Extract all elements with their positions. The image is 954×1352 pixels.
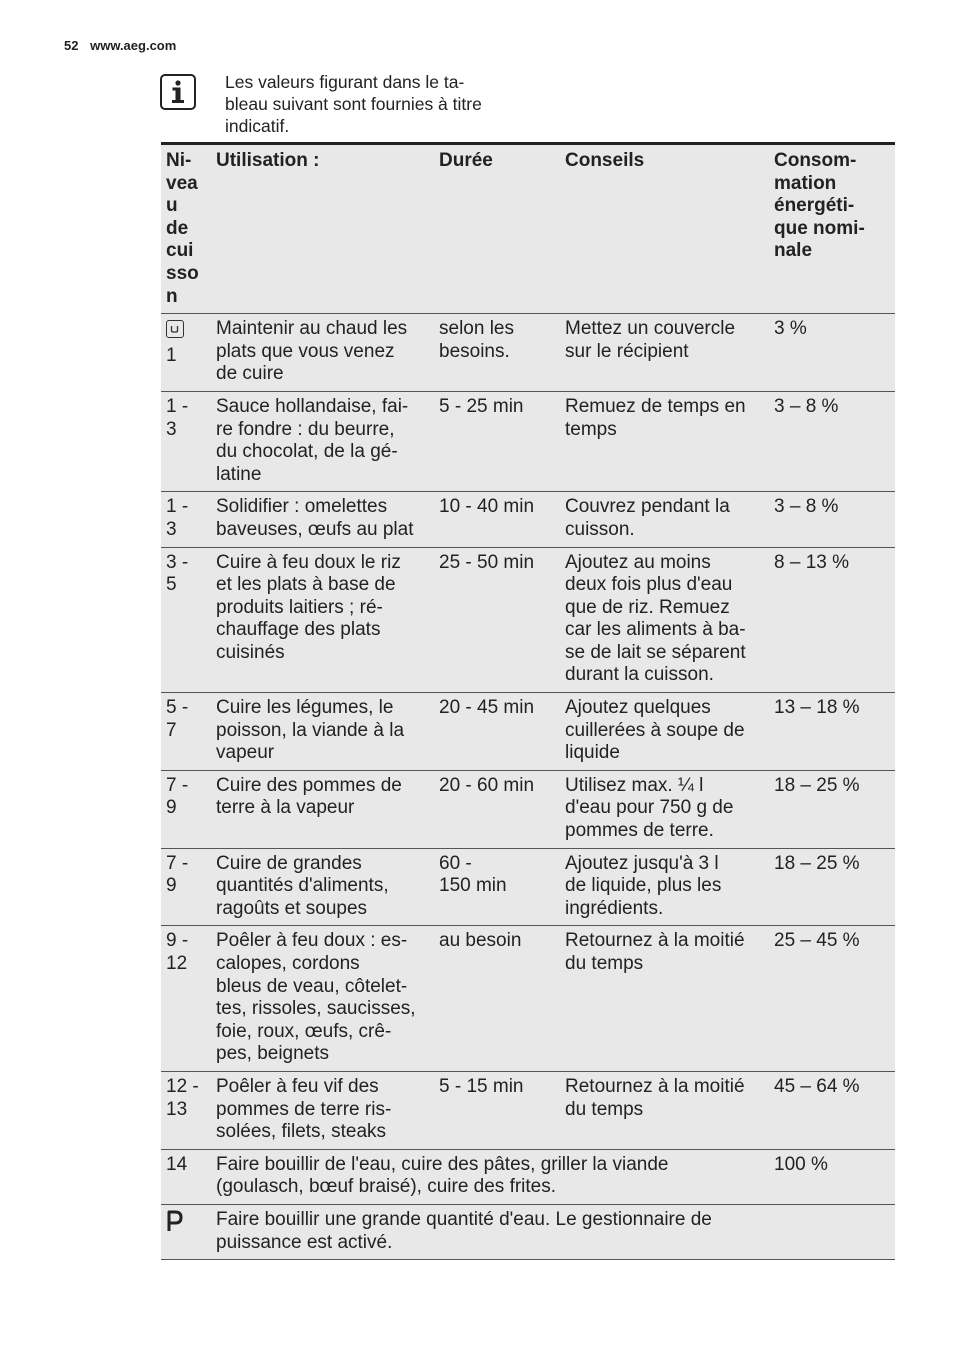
tips-line: Retournez à la moitié	[565, 1075, 745, 1097]
usage-line: Solidifier : omelettes	[216, 496, 388, 518]
tips-line: ingrédients.	[565, 897, 664, 919]
cell-level	[161, 926, 211, 1072]
cell-usage	[211, 547, 434, 693]
table-row	[161, 391, 895, 491]
header-level	[161, 144, 211, 314]
cell-tips	[560, 314, 769, 392]
cell-usage	[211, 314, 434, 392]
cell-level	[161, 391, 211, 491]
usage-line: Sauce hollandaise, fai-	[216, 395, 409, 417]
table-row	[161, 547, 895, 693]
cell-energy: 18 – 25 %	[769, 848, 895, 926]
tips-line: se de lait se séparent	[565, 641, 746, 663]
header-level-line: vea	[166, 172, 198, 194]
cell-tips	[560, 693, 769, 771]
header-level-line: u	[166, 195, 178, 217]
usage-line: et les plats à base de	[216, 574, 396, 596]
tips-line: Ajoutez quelques	[565, 697, 711, 719]
cell-energy: 3 %	[769, 314, 895, 392]
duration-line: 5 - 15 min	[439, 1075, 524, 1097]
cell-duration	[434, 391, 560, 491]
cell-energy: 13 – 18 %	[769, 693, 895, 771]
usage-line: chauffage des plats	[216, 619, 381, 641]
tips-line: pommes de terre.	[565, 820, 714, 842]
header-usage: Utilisation :	[211, 144, 434, 314]
usage-line: ragoûts et soupes	[216, 897, 368, 919]
cell-duration	[434, 314, 560, 392]
cell-level	[161, 547, 211, 693]
header-level-line: de	[166, 217, 189, 239]
usage-line: Poêler à feu vif des	[216, 1075, 379, 1097]
cell-duration	[434, 693, 560, 771]
tips-line: cuillerées à soupe de	[565, 719, 745, 741]
cell-usage	[211, 391, 434, 491]
tips-line: Ajoutez au moins	[565, 551, 711, 573]
table-row	[161, 492, 895, 547]
level-line: 9	[166, 797, 177, 819]
duration-line: 20 - 60 min	[439, 774, 535, 796]
info-icon	[160, 74, 196, 110]
usage-line: Poêler à feu doux : es-	[216, 930, 408, 952]
info-note-line: bleau suivant sont fournies à titre	[225, 94, 482, 114]
cell-usage	[211, 1071, 434, 1149]
cell-duration	[434, 926, 560, 1072]
tips-line: du temps	[565, 953, 644, 974]
usage-line: cuisinés	[216, 641, 285, 663]
tips-line: Ajoutez jusqu'à 3 l	[565, 852, 719, 874]
header-duration: Durée	[434, 144, 560, 314]
level-line: 1 -	[166, 496, 189, 518]
power-boost-p-icon	[166, 1209, 184, 1233]
cell-usage	[211, 492, 434, 547]
usage-line: pommes de terre ris-	[216, 1098, 392, 1120]
duration-line: 5 - 25 min	[439, 395, 524, 417]
duration-line: 150 min	[439, 875, 507, 897]
level-line: 3	[166, 418, 177, 440]
info-note	[225, 71, 525, 137]
usage-line: plats que vous venez	[216, 340, 395, 362]
tips-line: durant la cuisson.	[565, 664, 714, 686]
level-line: 12	[166, 953, 188, 974]
usage-line: vapeur	[216, 742, 275, 764]
cell-usage	[211, 926, 434, 1072]
cell-level	[161, 693, 211, 771]
usage-line: produits laitiers ; ré-	[216, 596, 383, 618]
cell-duration	[434, 492, 560, 547]
header-level-line: n	[166, 285, 178, 307]
cell-level	[161, 492, 211, 547]
header-energy-line: nale	[774, 240, 813, 262]
duration-line: selon les	[439, 318, 514, 340]
cell-tips	[560, 1071, 769, 1149]
usage-line: de cuire	[216, 363, 284, 385]
cell-duration	[434, 547, 560, 693]
cell-usage	[211, 848, 434, 926]
level-line: 7	[166, 719, 177, 741]
level-line: 5	[166, 574, 177, 596]
info-note-line: indicatif.	[225, 116, 290, 136]
tips-line: car les aliments à ba-	[565, 619, 746, 641]
cell-energy: 45 – 64 %	[769, 1071, 895, 1149]
usage-line: quantités d'aliments,	[216, 875, 389, 897]
level-line: 5 -	[166, 697, 189, 719]
header-energy-line: mation	[774, 172, 837, 194]
header-energy	[769, 144, 895, 314]
usage-line: Cuire de grandes	[216, 852, 362, 874]
level-line: 7 -	[166, 774, 189, 796]
usage-line: poisson, la viande à la	[216, 719, 405, 741]
tips-line: Remuez de temps en	[565, 395, 746, 417]
usage-line: solées, filets, steaks	[216, 1121, 387, 1143]
usage-line: latine	[216, 463, 262, 485]
tips-line: que de riz. Remuez	[565, 596, 730, 618]
level-line: 3	[166, 518, 177, 540]
cell-usage-merged	[211, 1149, 769, 1204]
table-row	[161, 1071, 895, 1149]
usage-line: du chocolat, de la gé-	[216, 441, 398, 463]
tips-line: liquide	[565, 742, 620, 764]
usage-line: foie, roux, œufs, crê-	[216, 1020, 392, 1042]
usage-line: tes, rissoles, saucisses,	[216, 998, 416, 1020]
table-row	[161, 1204, 895, 1259]
level-line: 12 -	[166, 1075, 199, 1097]
usage-line: Cuire les légumes, le	[216, 697, 394, 719]
usage-line: calopes, cordons	[216, 953, 360, 974]
tips-line: Utilisez max. ¼ l	[565, 774, 704, 796]
header-level-line: sso	[166, 262, 199, 284]
level-line: 9 -	[166, 930, 189, 952]
cell-usage	[211, 693, 434, 771]
duration-line: au besoin	[439, 930, 522, 952]
table-row	[161, 926, 895, 1072]
table-row	[161, 314, 895, 392]
header-energy-line: énergéti-	[774, 195, 855, 217]
tips-line: deux fois plus d'eau	[565, 574, 733, 596]
usage-line: (goulasch, bœuf braisé), cuire des frites.	[216, 1176, 557, 1198]
cooking-levels-table	[161, 142, 895, 1260]
cell-energy: 3 – 8 %	[769, 391, 895, 491]
duration-line: 60 -	[439, 852, 472, 874]
tips-line: d'eau pour 750 g de	[565, 797, 734, 819]
tips-line: Couvrez pendant la	[565, 496, 730, 518]
level-line: 3 -	[166, 551, 189, 573]
cell-energy: 18 – 25 %	[769, 770, 895, 848]
level-line: 1 -	[166, 395, 189, 417]
cell-level	[161, 1071, 211, 1149]
usage-line: Faire bouillir une grande quantité d'eau. Le gestionnaire de	[216, 1208, 712, 1230]
usage-line: terre à la vapeur	[216, 797, 355, 819]
cell-energy: 8 – 13 %	[769, 547, 895, 693]
duration-line: 10 - 40 min	[439, 496, 535, 518]
table-row	[161, 770, 895, 848]
cell-tips	[560, 492, 769, 547]
cell-level: 14	[161, 1149, 211, 1204]
usage-line: Maintenir au chaud les	[216, 318, 408, 340]
usage-line: bleus de veau, côtelet-	[216, 975, 408, 997]
cell-tips	[560, 926, 769, 1072]
usage-line: Cuire à feu doux le riz	[216, 551, 401, 573]
tips-line: temps	[565, 418, 617, 440]
keep-warm-icon	[166, 320, 184, 338]
duration-line: besoins.	[439, 340, 510, 362]
tips-line: cuisson.	[565, 518, 635, 540]
tips-line: du temps	[565, 1098, 644, 1120]
cell-usage-merged	[211, 1204, 895, 1259]
tips-line: Mettez un couvercle	[565, 318, 736, 340]
cell-usage	[211, 770, 434, 848]
page-header	[64, 38, 176, 53]
cell-level	[161, 848, 211, 926]
page-number: 52	[64, 38, 79, 53]
level-line: 7 -	[166, 852, 189, 874]
level-line: 1	[166, 344, 177, 366]
cell-energy: 100 %	[769, 1149, 895, 1204]
header-level-line: cui	[166, 240, 194, 262]
usage-line: Faire bouillir de l'eau, cuire des pâtes, griller la viande	[216, 1153, 669, 1175]
cell-tips	[560, 547, 769, 693]
cell-duration	[434, 770, 560, 848]
cell-tips	[560, 848, 769, 926]
cell-level	[161, 1204, 211, 1259]
info-note-line: Les valeurs figurant dans le ta-	[225, 72, 465, 92]
cell-energy: 25 – 45 %	[769, 926, 895, 1072]
table-row	[161, 1149, 895, 1204]
cell-duration	[434, 1071, 560, 1149]
cell-level	[161, 314, 211, 392]
usage-line: pes, beignets	[216, 1043, 330, 1065]
duration-line: 20 - 45 min	[439, 697, 535, 719]
site-url: www.aeg.com	[90, 38, 177, 53]
usage-line: puissance est activé.	[216, 1231, 393, 1253]
level-line: 9	[166, 875, 177, 897]
cell-tips	[560, 770, 769, 848]
cell-tips	[560, 391, 769, 491]
usage-line: re fondre : du beurre,	[216, 418, 395, 440]
level-line: 13	[166, 1098, 188, 1120]
tips-line: Retournez à la moitié	[565, 930, 745, 952]
table-row	[161, 693, 895, 771]
tips-line: de liquide, plus les	[565, 875, 722, 897]
header-energy-line: que nomi-	[774, 217, 865, 239]
usage-line: Cuire des pommes de	[216, 774, 402, 796]
header-tips: Conseils	[560, 144, 769, 314]
usage-line: baveuses, œufs au plat	[216, 518, 414, 540]
cell-level	[161, 770, 211, 848]
table-header-row	[161, 144, 895, 314]
tips-line: sur le récipient	[565, 340, 689, 362]
duration-line: 25 - 50 min	[439, 551, 535, 573]
cell-energy: 3 – 8 %	[769, 492, 895, 547]
cell-duration	[434, 848, 560, 926]
header-level-line: Ni-	[166, 150, 192, 171]
header-energy-line: Consom-	[774, 150, 857, 171]
table-row	[161, 848, 895, 926]
